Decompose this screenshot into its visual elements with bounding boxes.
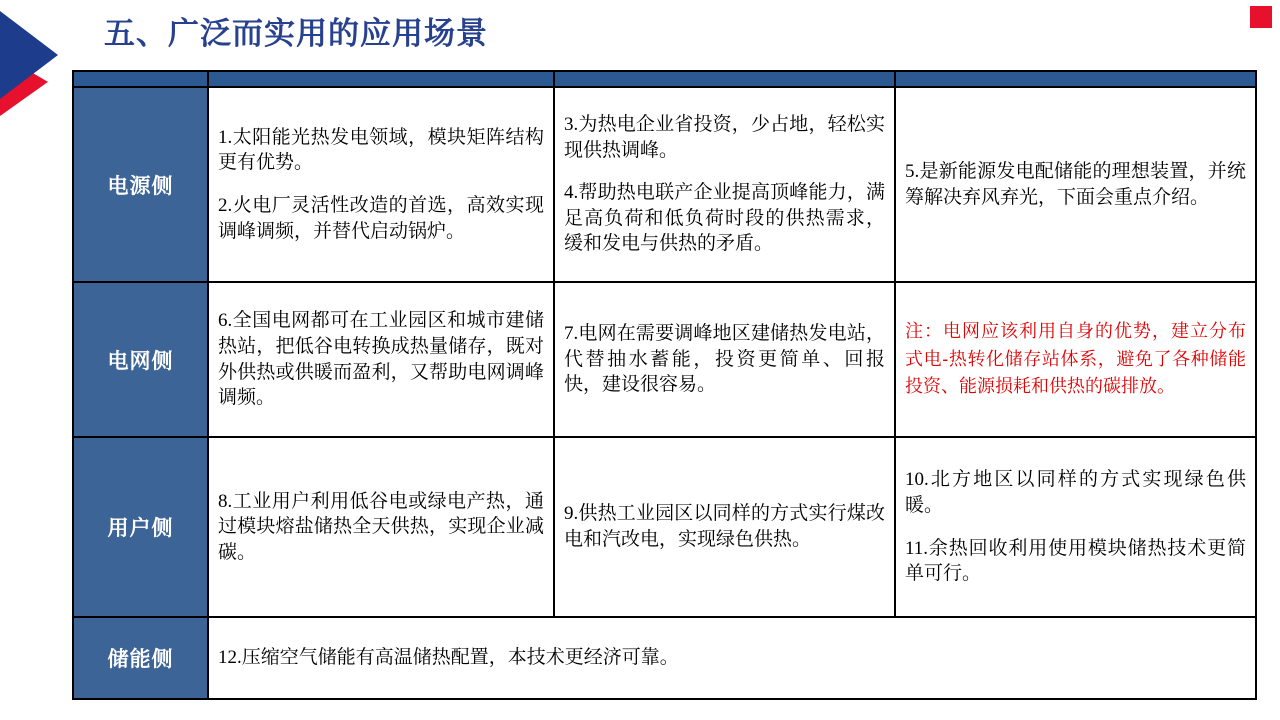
header-cell-col1	[208, 71, 554, 87]
cell-user-2	[554, 437, 895, 617]
cell-paragraph: 2.火电厂灵活性改造的首选，高效实现调峰调频，并替代启动锅炉。	[218, 195, 544, 242]
cell-grid-1	[208, 282, 554, 437]
cell-paragraph: 5.是新能源发电配储能的理想装置，并统筹解决弃风弃光，下面会重点介绍。	[905, 160, 1246, 208]
cell-grid-2	[554, 282, 895, 437]
cell-paragraph: 9.供热工业园区以同样的方式实行煤改电和汽改电，实现绿色供热。	[564, 503, 885, 550]
cell-paragraph: 10.北方地区以同样的方式实现绿色供暖。	[905, 469, 1246, 516]
table-row-power-source	[73, 87, 1256, 282]
header-cell-col3	[895, 71, 1256, 87]
cell-user-1	[208, 437, 554, 617]
cell-power-source-3	[895, 87, 1256, 282]
cell-paragraph: 11.余热回收利用使用模块储热技术更简单可行。	[905, 537, 1246, 585]
header-cell-col2	[554, 71, 895, 87]
row-label-power-source: 电源侧	[73, 87, 208, 282]
table-row-storage	[73, 617, 1256, 699]
table-row-grid	[73, 282, 1256, 437]
application-scenarios-table	[72, 70, 1257, 700]
note-paragraph: 注：电网应该利用自身的优势，建立分布式电-热转化储存站体系，避免了各种储能投资、能源损耗和供热的碳排放。	[905, 320, 1246, 397]
cell-paragraph: 1.太阳能光热发电领域，模块矩阵结构更有优势。	[218, 126, 544, 174]
cell-user-3	[895, 437, 1256, 617]
cell-storage-merged	[208, 617, 1256, 699]
header-cell-label	[73, 71, 208, 87]
cell-grid-note	[895, 282, 1256, 437]
row-label-storage: 储能侧	[73, 617, 208, 699]
cell-paragraph: 7.电网在需要调峰地区建储热发电站，代替抽水蓄能，投资更简单、回报快，建设很容易。	[564, 323, 885, 396]
cell-paragraph: 4.帮助热电联产企业提高顶峰能力，满足高负荷和低负荷时段的供热需求，缓和发电与供热的矛盾。	[564, 182, 885, 255]
cell-paragraph: 12.压缩空气储能有高温储热配置，本技术更经济可靠。	[218, 647, 679, 669]
cell-paragraph: 8.工业用户利用低谷电或绿电产热，通过模块熔盐储热全天供热，实现企业减碳。	[218, 490, 544, 563]
table-row-user	[73, 437, 1256, 617]
cell-power-source-1	[208, 87, 554, 282]
decor-corner-square	[1250, 6, 1272, 28]
row-label-user: 用户侧	[73, 437, 208, 617]
cell-power-source-2	[554, 87, 895, 282]
slide-title: 五、广泛而实用的应用场景	[104, 16, 488, 51]
cell-paragraph: 3.为热电企业省投资，少占地，轻松实现供热调峰。	[564, 113, 885, 161]
cell-paragraph: 6.全国电网都可在工业园区和城市建储热站，把低谷电转换成热量储存，既对外供热或供暖而盈利，又帮助电网调峰调频。	[218, 310, 544, 409]
table-header-row	[73, 71, 1256, 87]
row-label-grid: 电网侧	[73, 282, 208, 437]
